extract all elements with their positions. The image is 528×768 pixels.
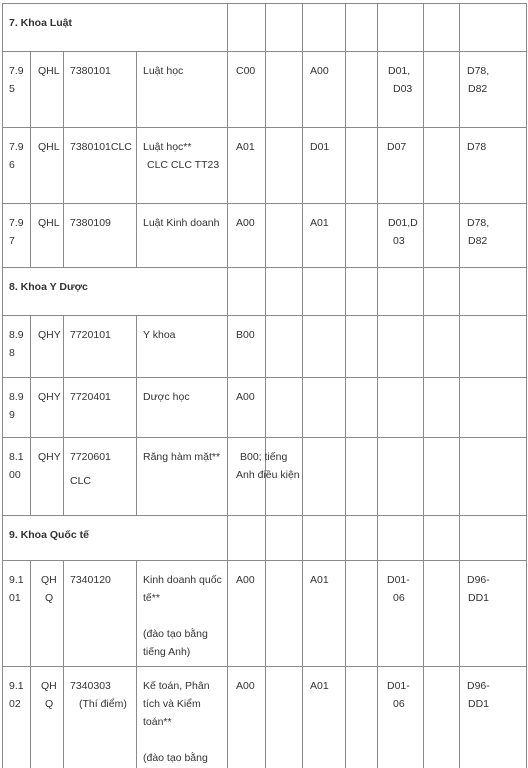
school-cell: QHL xyxy=(38,65,60,77)
section-title: 7. Khoa Luật xyxy=(9,17,73,29)
grid-vline xyxy=(423,3,424,51)
grid-hline xyxy=(2,3,526,4)
school-cell: Q xyxy=(45,592,54,604)
combo-cell: A01 xyxy=(236,141,255,153)
stt-cell: 9.1 xyxy=(9,680,24,692)
grid-vline xyxy=(526,377,527,437)
grid-vline xyxy=(2,3,3,51)
grid-vline xyxy=(30,560,31,666)
grid-vline xyxy=(345,315,346,377)
grid-vline xyxy=(2,127,3,203)
grid-vline xyxy=(345,51,346,127)
grid-vline xyxy=(377,127,378,203)
combo-cell: Anh điều kiện xyxy=(236,469,300,481)
name-cell: (đào tạo bằng xyxy=(143,628,208,640)
name-cell: CLC CLC TT23 xyxy=(147,159,220,171)
name-cell: Kinh doanh quốc xyxy=(143,574,222,586)
stt-cell: 7.9 xyxy=(9,65,24,77)
grid-vline xyxy=(377,515,378,560)
code-cell: 7380101CLC xyxy=(70,141,132,153)
grid-vline xyxy=(377,267,378,315)
grid-vline xyxy=(302,127,303,203)
grid-vline xyxy=(423,666,424,768)
name-cell: tế** xyxy=(143,592,160,604)
combo-cell: B00; tiếng xyxy=(240,451,288,463)
grid-vline xyxy=(2,315,3,377)
name-cell: toán** xyxy=(143,716,172,728)
school-cell: Q xyxy=(45,698,54,710)
grid-vline xyxy=(136,203,137,267)
grid-vline xyxy=(2,437,3,515)
grid-vline xyxy=(302,437,303,515)
grid-vline xyxy=(2,666,3,768)
combo-cell: D96- xyxy=(467,680,490,692)
combo-cell: 06 xyxy=(393,698,405,710)
combo-cell: D82 xyxy=(468,83,488,95)
combo-cell: A00 xyxy=(310,65,329,77)
grid-vline xyxy=(265,666,266,768)
grid-vline xyxy=(30,377,31,437)
grid-vline xyxy=(377,560,378,666)
grid-vline xyxy=(2,203,3,267)
code-cell: 7340303 xyxy=(70,680,111,692)
grid-vline xyxy=(136,51,137,127)
grid-vline xyxy=(459,51,460,127)
grid-vline xyxy=(459,127,460,203)
name-cell: tích và Kiểm xyxy=(143,698,201,710)
section-title: 9. Khoa Quốc tế xyxy=(9,529,89,541)
grid-vline xyxy=(227,666,228,768)
grid-vline xyxy=(63,51,64,127)
combo-cell: A01 xyxy=(310,680,329,692)
code-cell: (Thí điểm) xyxy=(79,698,127,710)
grid-vline xyxy=(30,437,31,515)
grid-vline xyxy=(302,51,303,127)
grid-vline xyxy=(136,127,137,203)
grid-vline xyxy=(302,315,303,377)
grid-vline xyxy=(265,203,266,267)
code-cell: 7720401 xyxy=(70,391,111,403)
school-cell: QHL xyxy=(38,141,60,153)
combo-cell: D78, xyxy=(467,217,490,229)
code-cell: 7380109 xyxy=(70,217,111,229)
grid-vline xyxy=(30,51,31,127)
stt-cell: 7.9 xyxy=(9,217,24,229)
stt-cell: 8 xyxy=(9,347,15,359)
combo-cell: A00 xyxy=(236,391,255,403)
grid-vline xyxy=(227,3,228,51)
grid-vline xyxy=(459,203,460,267)
school-cell: QHY xyxy=(38,329,61,341)
combo-cell: A00 xyxy=(236,574,255,586)
name-cell: tiếng Anh) xyxy=(143,646,191,658)
grid-vline xyxy=(377,315,378,377)
grid-vline xyxy=(265,3,266,51)
combo-cell: C00 xyxy=(236,65,256,77)
combo-cell: D78 xyxy=(467,141,487,153)
grid-vline xyxy=(30,315,31,377)
grid-vline xyxy=(302,267,303,315)
grid-hline xyxy=(2,315,526,316)
grid-vline xyxy=(526,3,527,51)
combo-cell: B00 xyxy=(236,329,255,341)
combo-cell: 03 xyxy=(393,235,405,247)
grid-vline xyxy=(265,315,266,377)
name-cell: Y khoa xyxy=(143,329,176,341)
grid-vline xyxy=(302,666,303,768)
grid-vline xyxy=(227,515,228,560)
grid-vline xyxy=(526,315,527,377)
grid-vline xyxy=(423,515,424,560)
grid-vline xyxy=(377,3,378,51)
stt-cell: 00 xyxy=(9,469,21,481)
grid-vline xyxy=(227,203,228,267)
code-cell: 7720601 xyxy=(70,451,111,463)
stt-cell: 8.9 xyxy=(9,391,24,403)
combo-cell: D96- xyxy=(467,574,490,586)
grid-vline xyxy=(136,437,137,515)
stt-cell: 02 xyxy=(9,698,21,710)
stt-cell: 8.1 xyxy=(9,451,24,463)
grid-vline xyxy=(302,3,303,51)
combo-cell: D07 xyxy=(387,141,407,153)
combo-cell: D82 xyxy=(468,235,488,247)
code-cell: CLC xyxy=(70,475,92,487)
grid-vline xyxy=(423,51,424,127)
stt-cell: 7.9 xyxy=(9,141,24,153)
grid-hline xyxy=(2,127,526,128)
school-cell: QHY xyxy=(38,451,61,463)
grid-vline xyxy=(2,560,3,666)
grid-vline xyxy=(345,515,346,560)
name-cell: Luật học** xyxy=(143,141,192,153)
grid-vline xyxy=(2,377,3,437)
combo-cell: A00 xyxy=(236,217,255,229)
stt-cell: 9.1 xyxy=(9,574,24,586)
grid-vline xyxy=(345,267,346,315)
grid-vline xyxy=(526,437,527,515)
grid-vline xyxy=(459,437,460,515)
grid-hline xyxy=(2,51,526,52)
grid-hline xyxy=(2,437,526,438)
grid-vline xyxy=(345,127,346,203)
grid-vline xyxy=(136,666,137,768)
combo-cell: DD1 xyxy=(468,592,490,604)
grid-vline xyxy=(265,560,266,666)
grid-vline xyxy=(2,267,3,315)
stt-cell: 5 xyxy=(9,83,15,95)
stt-cell: 8.9 xyxy=(9,329,24,341)
grid-vline xyxy=(63,437,64,515)
grid-vline xyxy=(265,267,266,315)
grid-vline xyxy=(459,267,460,315)
name-cell: Luật học xyxy=(143,65,184,77)
stt-cell: 01 xyxy=(9,592,21,604)
grid-vline xyxy=(302,560,303,666)
code-cell: 7720101 xyxy=(70,329,111,341)
grid-vline xyxy=(302,203,303,267)
grid-vline xyxy=(63,560,64,666)
combo-cell: D01,D xyxy=(388,217,418,229)
grid-vline xyxy=(377,51,378,127)
grid-vline xyxy=(227,437,228,515)
grid-vline xyxy=(377,377,378,437)
grid-vline xyxy=(459,560,460,666)
grid-vline xyxy=(265,51,266,127)
combo-cell: A00 xyxy=(236,680,255,692)
name-cell: Dược học xyxy=(143,391,190,403)
grid-vline xyxy=(63,377,64,437)
grid-vline xyxy=(345,437,346,515)
grid-hline xyxy=(2,377,526,378)
grid-vline xyxy=(265,515,266,560)
grid-vline xyxy=(459,3,460,51)
grid-vline xyxy=(423,377,424,437)
school-cell: QHL xyxy=(38,217,60,229)
school-cell: QHY xyxy=(38,391,61,403)
grid-vline xyxy=(526,560,527,666)
grid-vline xyxy=(227,377,228,437)
combo-cell: 06 xyxy=(393,592,405,604)
grid-vline xyxy=(377,437,378,515)
combo-cell: D01 xyxy=(310,141,330,153)
grid-vline xyxy=(526,51,527,127)
code-cell: 7340120 xyxy=(70,574,111,586)
grid-vline xyxy=(526,515,527,560)
grid-vline xyxy=(526,127,527,203)
grid-vline xyxy=(265,377,266,437)
grid-vline xyxy=(459,515,460,560)
name-cell: Luật Kinh doanh xyxy=(143,217,220,229)
name-cell: Kế toán, Phân xyxy=(143,680,210,692)
grid-vline xyxy=(136,560,137,666)
grid-vline xyxy=(423,203,424,267)
combo-cell: D78, xyxy=(467,65,490,77)
grid-vline xyxy=(302,515,303,560)
grid-vline xyxy=(526,267,527,315)
grid-vline xyxy=(345,560,346,666)
grid-vline xyxy=(2,51,3,127)
grid-hline xyxy=(2,203,526,204)
grid-vline xyxy=(345,3,346,51)
grid-vline xyxy=(459,666,460,768)
grid-vline xyxy=(377,666,378,768)
grid-vline xyxy=(459,377,460,437)
stt-cell: 9 xyxy=(9,409,15,421)
combo-cell: D01- xyxy=(387,680,410,692)
grid-vline xyxy=(227,267,228,315)
grid-vline xyxy=(30,203,31,267)
grid-vline xyxy=(302,377,303,437)
combo-cell: D03 xyxy=(393,83,413,95)
stt-cell: 7 xyxy=(9,235,15,247)
grid-vline xyxy=(2,515,3,560)
grid-vline xyxy=(265,127,266,203)
grid-vline xyxy=(459,315,460,377)
grid-vline xyxy=(30,127,31,203)
grid-vline xyxy=(63,127,64,203)
stt-cell: 6 xyxy=(9,159,15,171)
grid-vline xyxy=(136,315,137,377)
grid-vline xyxy=(345,666,346,768)
grid-hline xyxy=(2,560,526,561)
grid-vline xyxy=(345,377,346,437)
grid-hline xyxy=(2,267,526,268)
code-cell: 7380101 xyxy=(70,65,111,77)
combo-cell: A01 xyxy=(310,574,329,586)
grid-vline xyxy=(227,560,228,666)
name-cell: (đào tạo bằng xyxy=(143,752,208,764)
combo-cell: D01- xyxy=(387,574,410,586)
grid-vline xyxy=(63,203,64,267)
grid-vline xyxy=(423,127,424,203)
grid-vline xyxy=(136,377,137,437)
grid-vline xyxy=(345,203,346,267)
grid-vline xyxy=(227,51,228,127)
combo-cell: DD1 xyxy=(468,698,490,710)
name-cell: Răng hàm mặt** xyxy=(143,451,221,463)
grid-vline xyxy=(227,315,228,377)
grid-vline xyxy=(423,560,424,666)
combo-cell: D01, xyxy=(388,65,411,77)
school-cell: QH xyxy=(41,680,57,692)
combo-cell: A01 xyxy=(310,217,329,229)
grid-vline xyxy=(227,127,228,203)
grid-hline xyxy=(2,666,526,667)
grid-vline xyxy=(526,666,527,768)
grid-vline xyxy=(63,666,64,768)
grid-vline xyxy=(63,315,64,377)
grid-vline xyxy=(30,666,31,768)
grid-vline xyxy=(423,437,424,515)
grid-vline xyxy=(377,203,378,267)
grid-hline xyxy=(2,515,526,516)
grid-vline xyxy=(423,267,424,315)
grid-vline xyxy=(526,203,527,267)
section-title: 8. Khoa Y Dược xyxy=(9,281,88,293)
grid-vline xyxy=(423,315,424,377)
school-cell: QH xyxy=(41,574,57,586)
